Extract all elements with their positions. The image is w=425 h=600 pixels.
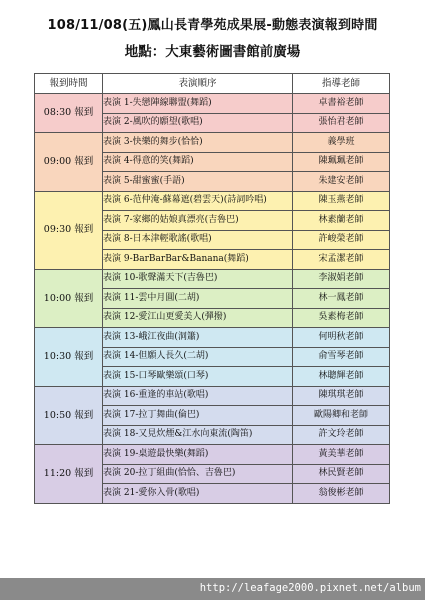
header-instructor: 指導老師 — [293, 74, 390, 94]
instructor-cell: 林民賢老師 — [293, 464, 390, 484]
table-row — [35, 386, 390, 406]
performance-cell: 表演 15-口琴歐樂頌(口琴) — [103, 367, 293, 387]
performance-cell: 表演 18-又見炊煙&江水向東流(陶笛) — [103, 425, 293, 445]
checkin-time-cell: 09:00 報到 — [35, 133, 103, 192]
instructor-cell: 朱建安老師 — [293, 172, 390, 192]
performance-cell: 表演 4-得意的笑(舞蹈) — [103, 152, 293, 172]
instructor-cell: 林一鳳老師 — [293, 289, 390, 309]
watermark-url: http://leafage2000.pixnet.net/album — [199, 582, 421, 594]
instructor-cell: 宋孟潔老師 — [293, 250, 390, 270]
instructor-cell: 陳玉燕老師 — [293, 191, 390, 211]
instructor-cell: 黃美華老師 — [293, 445, 390, 465]
performance-cell: 表演 21-愛你入骨(歌唱) — [103, 484, 293, 504]
header-performance-order: 表演順序 — [103, 74, 293, 94]
checkin-time-cell: 08:30 報到 — [35, 94, 103, 133]
instructor-cell: 義學班 — [293, 133, 390, 153]
performance-cell: 表演 5-甜蜜蜜(手語) — [103, 172, 293, 192]
watermark-bar — [0, 578, 425, 600]
checkin-time-cell: 09:30 報到 — [35, 191, 103, 269]
instructor-cell: 歐陽卿和老師 — [293, 406, 390, 426]
performance-cell: 表演 13-峨江夜曲(洞簫) — [103, 328, 293, 348]
table-row — [35, 269, 390, 289]
performance-cell: 表演 9-BarBarBar&Banana(舞蹈) — [103, 250, 293, 270]
performance-cell: 表演 2-風吹的願望(歌唱) — [103, 113, 293, 133]
table-row — [35, 94, 390, 114]
table-row — [35, 133, 390, 153]
header-checkin-time: 報到時間 — [35, 74, 103, 94]
performance-cell: 表演 3-快樂的舞步(恰恰) — [103, 133, 293, 153]
instructor-cell: 許峻榮老師 — [293, 230, 390, 250]
performance-cell: 表演 8-日本津輕歌謠(歌唱) — [103, 230, 293, 250]
page-title: 108/11/08(五)鳳山長青學苑成果展-動態表演報到時間 — [47, 18, 378, 33]
instructor-cell: 吳素梅老師 — [293, 308, 390, 328]
performance-cell: 表演 12-愛江山更愛美人(彈撥) — [103, 308, 293, 328]
table-row — [35, 191, 390, 211]
instructor-cell: 卓書裕老師 — [293, 94, 390, 114]
instructor-cell: 林聰輝老師 — [293, 367, 390, 387]
performance-cell: 表演 14-但願人長久(二胡) — [103, 347, 293, 367]
instructor-cell: 翁俊彬老師 — [293, 484, 390, 504]
checkin-time-cell: 10:30 報到 — [35, 328, 103, 387]
table-row — [35, 445, 390, 465]
instructor-cell: 陳珮珮老師 — [293, 152, 390, 172]
checkin-time-cell: 11:20 報到 — [35, 445, 103, 504]
schedule-body — [35, 94, 390, 504]
checkin-time-cell: 10:50 報到 — [35, 386, 103, 445]
instructor-cell: 俞雪琴老師 — [293, 347, 390, 367]
performance-cell: 表演 19-桌遊最快樂(舞蹈) — [103, 445, 293, 465]
performance-cell: 表演 7-家鄉的姑娘真漂亮(吉魯巴) — [103, 211, 293, 231]
instructor-cell: 陳琪琪老師 — [293, 386, 390, 406]
location-subtitle: 地點：大東藝術圖書館前廣場 — [124, 44, 301, 60]
performance-cell: 表演 16-重逢的車站(歌唱) — [103, 386, 293, 406]
table-header-row — [35, 74, 390, 94]
performance-cell: 表演 6-范仲淹-蘇幕遮(碧雲天)(詩詞吟唱) — [103, 191, 293, 211]
performance-cell: 表演 10-歌聲滿天下(吉魯巴) — [103, 269, 293, 289]
instructor-cell: 林素蘭老師 — [293, 211, 390, 231]
instructor-cell: 李淑娟老師 — [293, 269, 390, 289]
instructor-cell: 張怡君老師 — [293, 113, 390, 133]
instructor-cell: 許文玲老師 — [293, 425, 390, 445]
checkin-time-cell: 10:00 報到 — [35, 269, 103, 328]
schedule-table — [34, 73, 390, 504]
performance-cell: 表演 17-拉丁舞曲(倫巴) — [103, 406, 293, 426]
instructor-cell: 何明秋老師 — [293, 328, 390, 348]
performance-cell: 表演 1-失戀陣線聯盟(舞蹈) — [103, 94, 293, 114]
performance-cell: 表演 20-拉丁組曲(恰恰、吉魯巴) — [103, 464, 293, 484]
table-row — [35, 328, 390, 348]
performance-cell: 表演 11-雲中月圓(二胡) — [103, 289, 293, 309]
